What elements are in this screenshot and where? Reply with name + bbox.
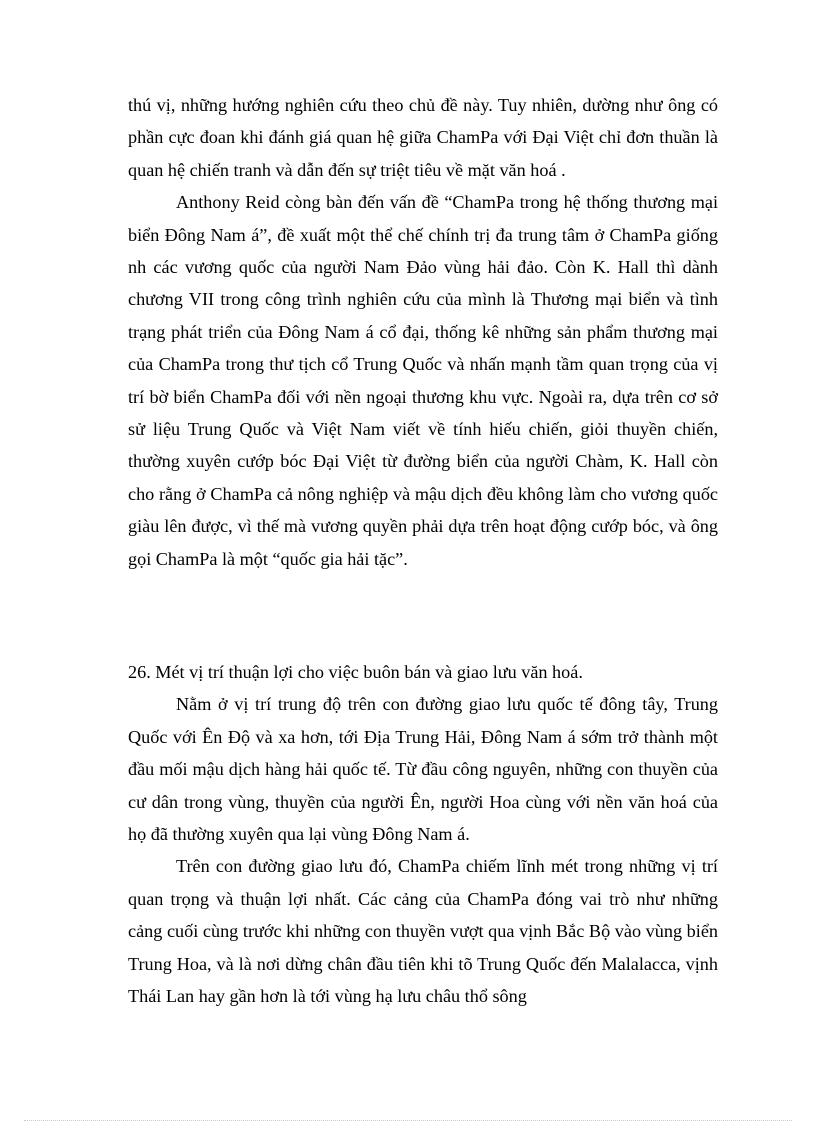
paragraph-2: Anthony Reid còng bàn đến vấn đề “ChamPa trong hệ thống thương mại biển Đông Nam á”, đề xuất một thể chế chính trị đa trung tâm ở ChamPa giống nh các vương quốc của người Nam Đảo vùng hải đảo. Còn K. Hall thì dành chương VII trong công trình nghiên cứu của mình là Thương mại biển và tình trạng phát triển của Đông Nam á cổ đại, thống kê những sản phẩm thương mại của ChamPa trong thư tịch cổ Trung Quốc và nhấn mạnh tầm quan trọng của vị trí bờ biển ChamPa đối với nền ngoại thương khu vực. Ngoài ra, dựa trên cơ sở sử liệu Trung Quốc và Việt Nam viết về tính hiếu chiến, giỏi thuyền chiến, thường xuyên cướp bóc Đại Việt từ đường biển của người Chàm, K. Hall còn cho rằng ở ChamPa cả nông nghiệp và mậu dịch đều không làm cho vương quốc giàu lên được, vì thế mà vương quyền phải dựa trên hoạt động cướp bóc, và ông gọi ChamPa là một “quốc gia hải tặc”. [128, 192, 718, 569]
paragraph-4: Trên con đường giao lưu đó, ChamPa chiếm lĩnh mét trong những vị trí quan trọng và thuận lợi nhất. Các cảng của ChamPa đóng vai trò như những cảng cuối cùng trước khi những con thuyền vượt qua vịnh Bắc Bộ vào vùng biển Trung Hoa, và là nơi dừng chân đầu tiên khi tõ Trung Quốc đến Malalacca, vịnh Thái Lan hay gần hơn là tới vùng hạ lưu châu thổ sông [128, 856, 718, 1007]
section-1 [128, 89, 718, 575]
paragraph-3: Nằm ở vị trí trung độ trên con đường giao lưu quốc tế đông tây, Trung Quốc với Ên Độ và xa hơn, tới Địa Trung Hải, Đông Nam á sớm trở thành một đầu mối mậu dịch hàng hải quốc tế. Từ đầu công nguyên, những con thuyền của cư dân trong vùng, thuyền của người Ên, người Hoa cùng với nền văn hoá của họ đã thường xuyên qua lại vùng Đông Nam á. [128, 694, 718, 845]
section-2 [128, 656, 718, 1012]
section-heading: 26. Mét vị trí thuận lợi cho việc buôn bán và giao lưu văn hoá. [128, 662, 583, 682]
page-bottom-divider [24, 1120, 792, 1121]
paragraph-1: thú vị, những hướng nghiên cứu theo chủ đề này. Tuy nhiên, dường như ông có phần cực đoan khi đánh giá quan hệ giữa ChamPa với Đại Việt chỉ đơn thuần là quan hệ chiến tranh và dẫn đến sự triệt tiêu về mặt văn hoá . [128, 95, 718, 180]
